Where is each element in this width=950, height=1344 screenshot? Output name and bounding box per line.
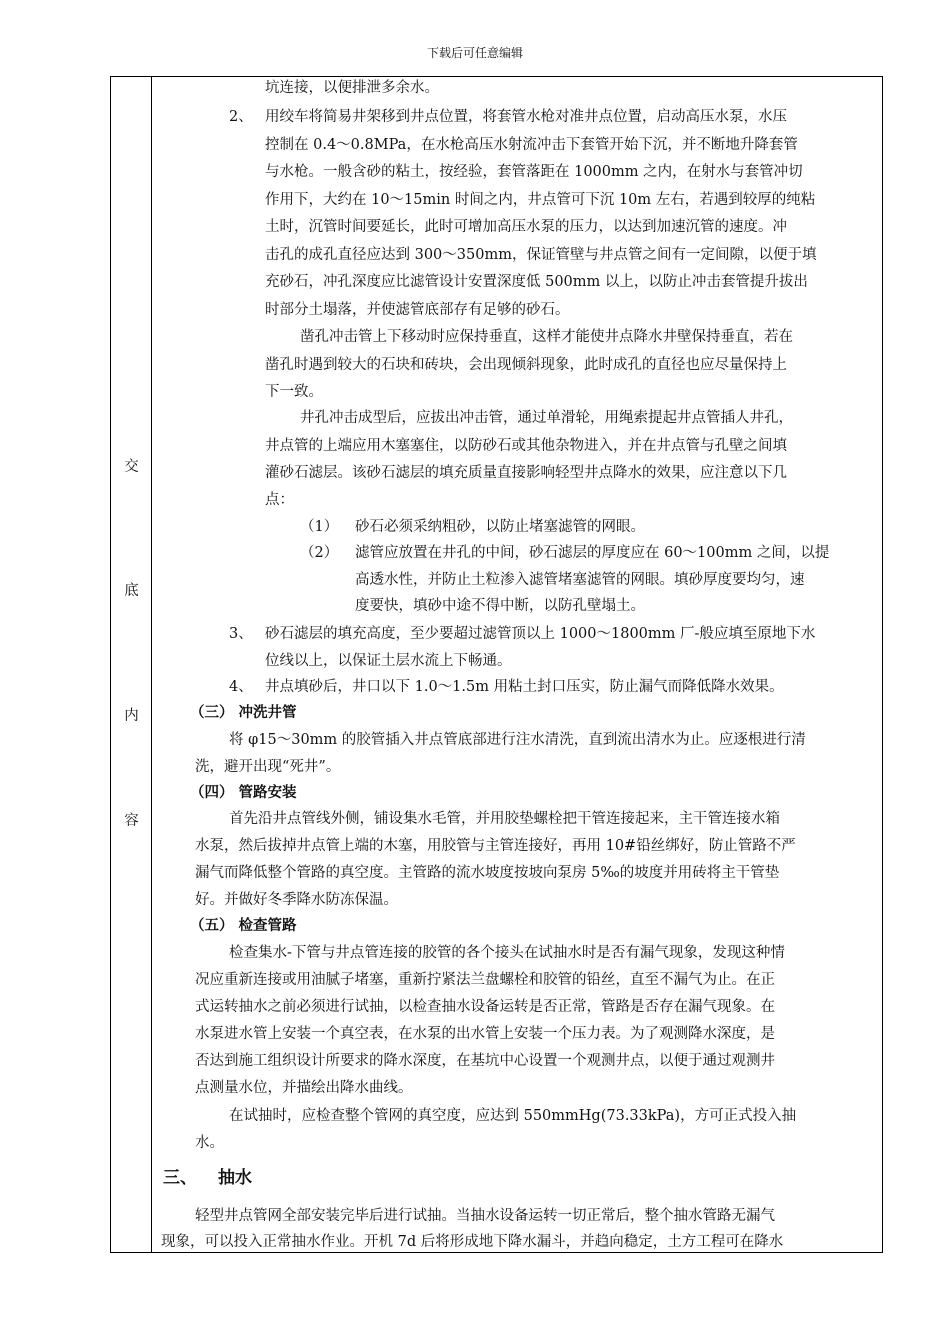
paragraph-line: 高透水性，并防止土粒渗入滤管堵塞滤管的网眼。填砂厚度要均匀，速 [355, 572, 805, 588]
paragraph-line: 漏气而降低整个管路的真空度。主管路的流水坡度按坡向泵房 5‰的坡度并用砖将主干管垫 [195, 865, 780, 881]
paragraph-line: 位线以上，以保证土层水流上下畅通。 [265, 653, 512, 669]
paragraph-line: 土时，沉管时间要延长，此时可增加高压水泵的压力，以达到加速沉管的速度。冲 [265, 219, 787, 235]
sub-item-number: （2） [300, 545, 339, 561]
page-header: 下载后可任意编辑 [426, 46, 523, 60]
item-number: 3、 [229, 626, 253, 642]
paragraph-line: 将 φ15～30mm 的胶管插入井点管底部进行注水清洗，直到流出清水为止。应逐根进行清 [229, 732, 806, 748]
paragraph-line: 控制在 0.4～0.8MPa，在水枪高压水射流冲击下套管开始下沉，并不断地升降套管 [265, 137, 798, 153]
label-char: 底 [124, 583, 139, 599]
paragraph-line: 点： [265, 492, 294, 508]
paragraph-line: 好。并做好冬季降水防冻保温。 [195, 892, 398, 908]
paragraph-line: 井点管的上端应用木塞塞住，以防砂石或其他杂物进入，并在井点管与孔壁之间填 [265, 438, 787, 454]
paragraph-line: 砂石必须采纳粗砂，以防止堵塞滤管的网眼。 [355, 519, 645, 535]
section-heading: （三） 冲洗井管 [190, 704, 297, 721]
label-char: 容 [124, 813, 139, 829]
paragraph-line: 轻型井点管网全部安装完毕后进行试抽。当抽水设备运转一切正常后，整个抽水管路无漏气 [195, 1208, 775, 1224]
paragraph-line: 滤管应放置在井孔的中间，砂石滤层的厚度应在 60～100mm 之间，以提 [355, 545, 830, 561]
paragraph-line: 在试抽时，应检查整个管网的真空度，应达到 550mmHg(73.33kPa)，方可正式投入抽 [229, 1108, 797, 1124]
paragraph-line: 首先沿井点管线外侧，铺设集水毛管，并用胶垫螺栓把干管连接起来，主干管连接水箱 [229, 811, 780, 827]
label-char: 交 [124, 459, 139, 475]
paragraph-line: 点测量水位，并描绘出降水曲线。 [195, 1080, 413, 1096]
paragraph-line: 作用下，大约在 10～15min 时间之内，井点管可下沉 10m 左右，若遇到较厚的纯粘 [265, 192, 816, 208]
section-number: 三、 [163, 1168, 197, 1188]
paragraph-line: 井点填砂后，井口以下 1.0～1.5m 用粘土封口压实，防止漏气而降低降水效果。 [265, 679, 784, 695]
section-title: 抽水 [218, 1168, 252, 1188]
paragraph-line: 水泵，然后拔掉井点管上端的木塞，用胶管与主管连接好，再用 10#铅丝绑好，防止管路不严 [195, 838, 796, 854]
paragraph-line: 用绞车将简易井架移到井点位置，将套管水枪对准井点位置，启动高压水泵，水压 [265, 109, 787, 125]
paragraph-line: 下一致。 [265, 384, 323, 400]
paragraph-line: 井孔冲击成型后，应拔出冲击管，通过单滑轮，用绳索提起井点管插人井孔， [300, 410, 793, 426]
paragraph-line: 现象，可以投入正常抽水作业。开机 7d 后将形成地下降水漏斗，并趋向稳定，土方工程可在降水 [161, 1234, 784, 1250]
item-number: 2、 [229, 109, 253, 125]
paragraph-line: 水。 [195, 1135, 224, 1151]
paragraph-line: 凿孔冲击管上下移动时应保持垂直，这样才能使井点降水井壁保持垂直，若在 [300, 329, 793, 345]
paragraph-line: 坑连接，以便排泄多余水。 [265, 80, 439, 96]
paragraph-line: 洗，避开出现“死井”。 [195, 759, 341, 775]
paragraph-line: 否达到施工组织设计所要求的降水深度，在基坑中心设置一个观测井点，以便于通过观测井 [195, 1053, 775, 1069]
paragraph-line: 凿孔时遇到较大的石块和砖块，会出现倾斜现象，此时成孔的直径也应尽量保持上 [265, 357, 787, 373]
paragraph-line: 灌砂石滤层。该砂石滤层的填充质量直接影响轻型井点降水的效果，应注意以下几 [265, 465, 787, 481]
section-heading: （五） 检查管路 [190, 917, 297, 934]
sub-item-number: （1） [300, 519, 339, 535]
paragraph-line: 水泵进水管上安装一个真空表，在水泵的出水管上安装一个压力表。为了观测降水深度，是 [195, 1026, 775, 1042]
paragraph-line: 砂石滤层的填充高度，至少要超过滤管顶以上 1000～1800mm 厂-般应填至原地下水 [265, 626, 816, 642]
paragraph-line: 充砂石，冲孔深度应比滤管设计安置深度低 500mm 以上，以防止冲击套管提升拔出 [265, 274, 808, 290]
paragraph-line: 度要快，填砂中途不得中断，以防孔壁塌土。 [355, 598, 645, 614]
paragraph-line: 况应重新连接或用油腻子堵塞，重新拧紧法兰盘螺栓和胶管的铅丝，直至不漏气为止。在正 [195, 972, 775, 988]
paragraph-line: 时部分土塌落，并使滤管底部存有足够的砂石。 [265, 302, 570, 318]
paragraph-line: 检查集水-下管与井点管连接的胶管的各个接头在试抽水时是否有漏气现象，发现这种情 [229, 945, 785, 961]
item-number: 4、 [229, 679, 253, 695]
paragraph-line: 击孔的成孔直径应达到 300～350mm，保证管壁与井点管之间有一定间隙，以便于填 [265, 247, 817, 263]
paragraph-line: 与水枪。一般含砂的粘土，按经验，套管落距在 1000mm 之内，在射水与套管冲切 [265, 164, 803, 180]
section-heading: （四） 管路安装 [190, 784, 297, 801]
paragraph-line: 式运转抽水之前必须进行试抽，以检查抽水设备运转是否正常，管路是否存在漏气现象。在 [195, 999, 775, 1015]
label-char: 内 [124, 708, 139, 724]
